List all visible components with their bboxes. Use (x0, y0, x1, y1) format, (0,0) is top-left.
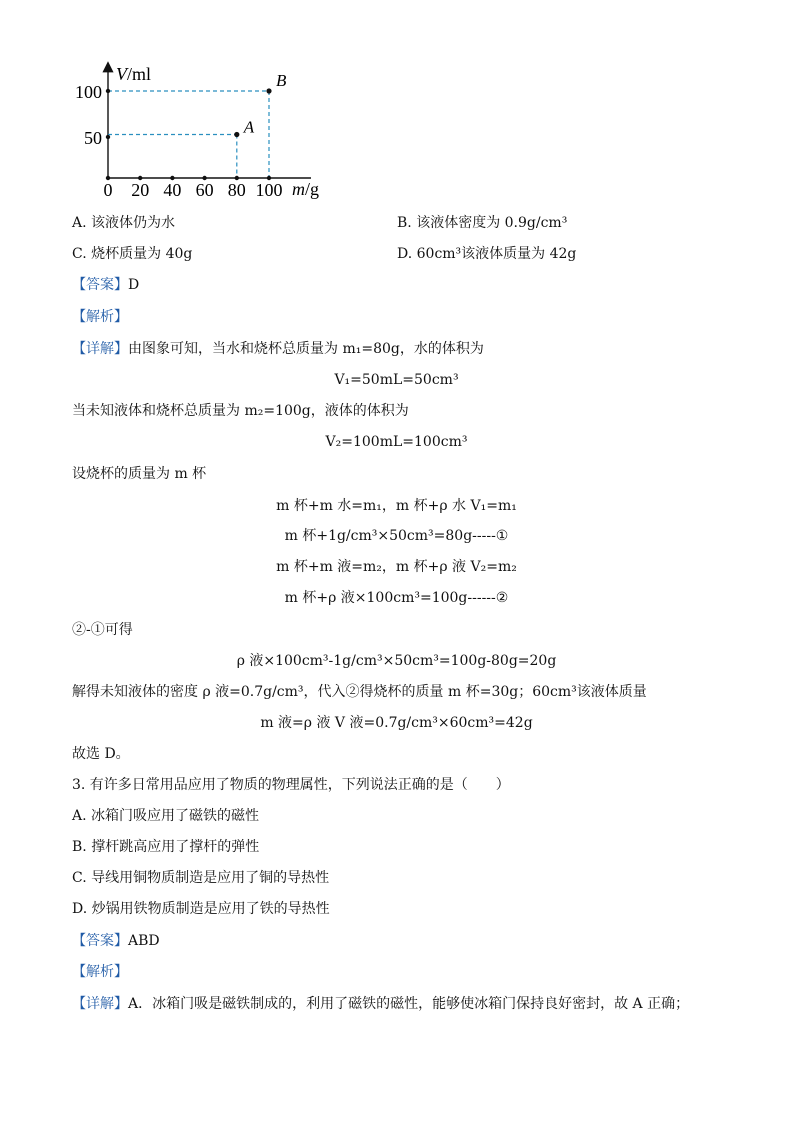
q3-option-b: B. 撑杆跳高应用了撑杆的弹性 (72, 839, 260, 855)
q2-equation-2: m 杯+1g/cm³×50cm³=80g-----① (284, 528, 509, 544)
detail-tag: 【详解】 (72, 341, 128, 357)
q2-detail-line-3: 设烧杯的质量为 m 杯 (72, 466, 207, 482)
q3-option-a: A. 冰箱门吸应用了磁铁的磁性 (72, 808, 260, 824)
x-tick-label-40: 40 (163, 180, 182, 200)
x-tick-label-100: 100 (255, 180, 283, 200)
answer-value: D (128, 277, 140, 293)
y-tick-label-50: 50 (84, 128, 102, 148)
y-axis-label: V/ml (116, 64, 152, 84)
y-tick-label-100: 100 (75, 82, 102, 102)
point-b (266, 88, 271, 93)
q2-analysis-tag: 【解析】 (72, 309, 128, 325)
x-axis-label: m/g (292, 179, 320, 199)
q2-option-a: A. 该液体仍为水 (72, 215, 176, 231)
x-tick-label-20: 20 (131, 180, 150, 200)
x-tick-label-0: 0 (103, 180, 113, 200)
q3-option-c: C. 导线用铜物质制造是应用了铜的导热性 (72, 870, 330, 886)
point-a-label: A (243, 117, 255, 137)
x-tick-label-80: 80 (227, 180, 246, 200)
q2-equation-4: m 杯+ρ 液×100cm³=100g------② (284, 590, 509, 606)
y-tick-dot-50 (106, 135, 110, 139)
q3-analysis-tag: 【解析】 (72, 964, 128, 980)
x-tick-label-60: 60 (195, 180, 214, 200)
answer-tag: 【答案】 (72, 277, 128, 293)
q3-stem: 3. 有许多日常用品应用了物质的物理属性，下列说法正确的是（ ） (72, 777, 510, 793)
q2-option-d: D. 60cm³该液体质量为 42g (397, 246, 577, 262)
point-b-label: B (276, 71, 287, 90)
q2-equation-v1: V₁=50mL=50cm³ (334, 372, 459, 388)
q2-answer (72, 276, 139, 294)
point-a (234, 132, 239, 137)
q2-option-b: B. 该液体密度为 0.9g/cm³ (397, 215, 568, 231)
q3-option-d: D. 炒锅用铁物质制造是应用了铁的导热性 (72, 901, 330, 917)
q2-equation-6: m 液=ρ 液 V 液=0.7g/cm³×60cm³=42g (260, 715, 533, 731)
q2-equation-3: m 杯+m 液=m₂，m 杯+ρ 液 V₂=m₂ (276, 559, 517, 575)
q2-equation-v2: V₂=100mL=100cm³ (325, 434, 468, 450)
q2-detail-line-5: 解得未知液体的密度 ρ 液=0.7g/cm³，代入②得烧杯的质量 m 杯=30g；60cm³该液体质量 (72, 684, 647, 700)
q2-option-c: C. 烧杯质量为 40g (72, 246, 193, 262)
q3-detail: 【详解】A．冰箱门吸是磁铁制成的，利用了磁铁的磁性，能够使冰箱门保持良好密封，故 A 正确； (72, 996, 690, 1012)
q2-equation-5: ρ 液×100cm³-1g/cm³×50cm³=100g-80g=20g (236, 653, 557, 669)
q2-detail-line-4: ②-①可得 (72, 622, 133, 638)
y-tick-dot-100 (106, 89, 110, 93)
mass-volume-graph (66, 58, 346, 204)
q2-detail-line-2: 当未知液体和烧杯总质量为 m₂=100g，液体的体积为 (72, 403, 409, 419)
q2-equation-1: m 杯+m 水=m₁，m 杯+ρ 水 V₁=m₁ (276, 498, 517, 514)
q2-detail-line-1: 【详解】由图象可知，当水和烧杯总质量为 m₁=80g，水的体积为 (72, 341, 484, 357)
q2-conclusion: 故选 D。 (72, 746, 130, 762)
q3-answer: 【答案】ABD (72, 933, 160, 949)
